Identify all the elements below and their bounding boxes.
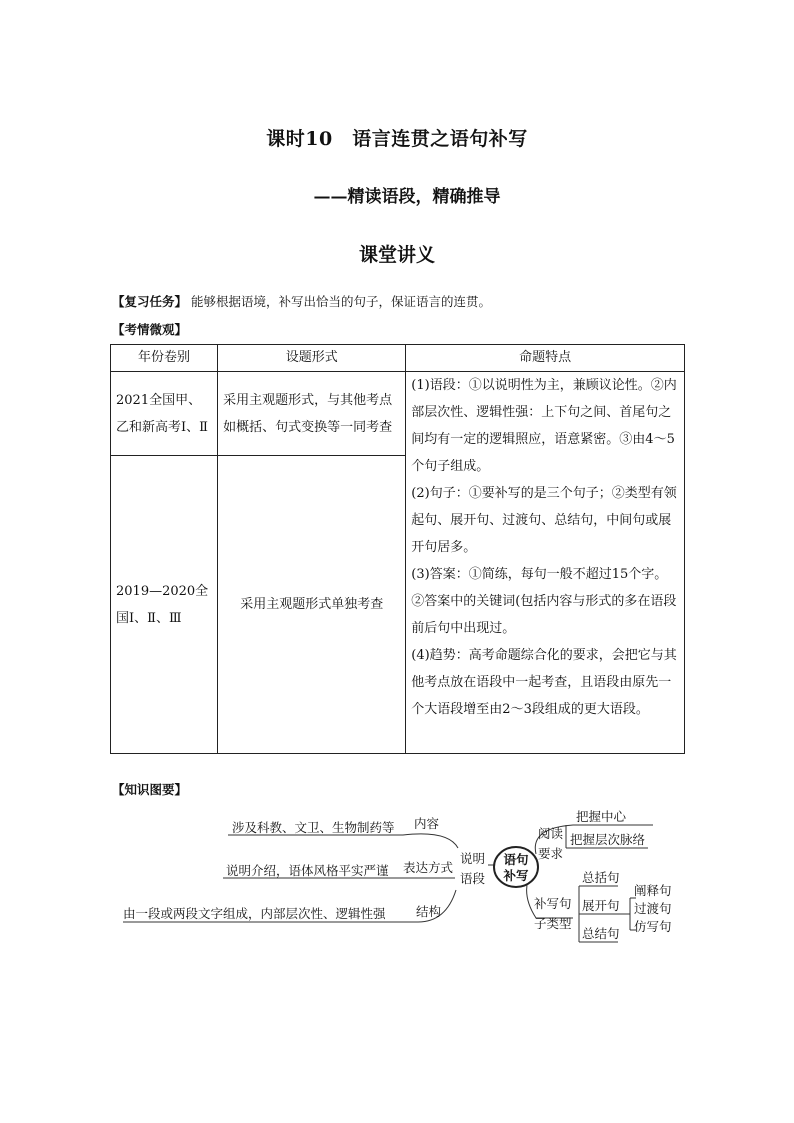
- feature-item: (4)趋势：高考命题综合化的要求，会把它与其他考点放在语段中一起考查，且语段由原先一个大语段增至由2～3段组成的更大语段。: [411, 648, 677, 717]
- type-label: 补写句: [534, 896, 572, 911]
- branch-desc: 涉及科教、文卫、生物制药等: [232, 820, 395, 835]
- knowledge-tag: 【知识图要】: [112, 782, 188, 797]
- table-header: 设题形式: [218, 345, 406, 372]
- section-heading: 课堂讲义: [358, 244, 435, 266]
- page-title: 课时10 语言连贯之语句补写: [266, 128, 528, 150]
- table-cell-year: 2021全国甲、乙和新高考Ⅰ、Ⅱ: [111, 372, 218, 456]
- branch-line: [228, 834, 458, 848]
- read-req-label: 要求: [538, 846, 564, 861]
- page-subtitle: ——精读语段，精确推导: [313, 187, 501, 207]
- type-label: 子类型: [534, 916, 572, 931]
- knowledge-mindmap: [118, 800, 688, 948]
- branch-label: 表达方式: [403, 860, 454, 875]
- read-req-label: 阅读: [538, 826, 564, 841]
- left-node-label: 语段: [460, 871, 486, 886]
- table-cell-year: 2019—2020全国Ⅰ、Ⅱ、Ⅲ: [111, 456, 218, 754]
- review-tag: 【复习任务】: [112, 294, 188, 309]
- expand-item: 仿写句: [634, 919, 672, 934]
- read-item: 把握层次脉络: [570, 832, 646, 847]
- review-text: 能够根据语境，补写出恰当的句子，保证语言的连贯。: [191, 294, 492, 309]
- table-cell-form: 采用主观题形式单独考查: [218, 456, 406, 754]
- feature-item: (3)答案：①简练，每句一般不超过15个字。②答案中的关键词(包括内容与形式的多在语段前后句中出现过。: [411, 567, 677, 636]
- branch-label: 内容: [414, 816, 440, 831]
- review-task: [112, 292, 491, 310]
- table-row: [111, 372, 685, 456]
- branch-label: 结构: [416, 904, 442, 919]
- exam-overview-table: [110, 344, 685, 754]
- expand-item: 阐释句: [634, 883, 672, 898]
- table-cell-form: 采用主观题形式，与其他考点如概括、句式变换等一同考查: [218, 372, 406, 456]
- feature-item: (2)句子：①要补写的是三个句子；②类型有领起句、展开句、过渡句、总结句，中间句或展开句居多。: [411, 486, 677, 555]
- table-header: 年份卷别: [111, 345, 218, 372]
- type-item: 总结句: [582, 926, 620, 941]
- center-node-label: 语句: [503, 852, 529, 867]
- exam-overview-tag: 【考情微观】: [112, 322, 188, 337]
- left-node-label: 说明: [460, 851, 486, 866]
- type-item: 展开句: [582, 898, 620, 913]
- feature-item: (1)语段：①以说明性为主，兼顾议论性。②内部层次性、逻辑性强：上下句之间、首尾句之间均有一定的逻辑照应，语意紧密。③由4～5个句子组成。: [411, 378, 677, 474]
- expand-item: 过渡句: [634, 901, 672, 916]
- type-item: 总括句: [582, 870, 620, 885]
- table-header: 命题特点: [406, 345, 685, 372]
- center-node-label: 补写: [503, 868, 529, 883]
- table-cell-features: [406, 372, 685, 754]
- read-item: 把握中心: [576, 809, 627, 824]
- branch-desc: 由一段或两段文字组成，内部层次性、逻辑性强: [123, 906, 386, 921]
- branch-desc: 说明介绍，语体风格平实严谨: [226, 863, 389, 878]
- table-header-row: [111, 345, 685, 372]
